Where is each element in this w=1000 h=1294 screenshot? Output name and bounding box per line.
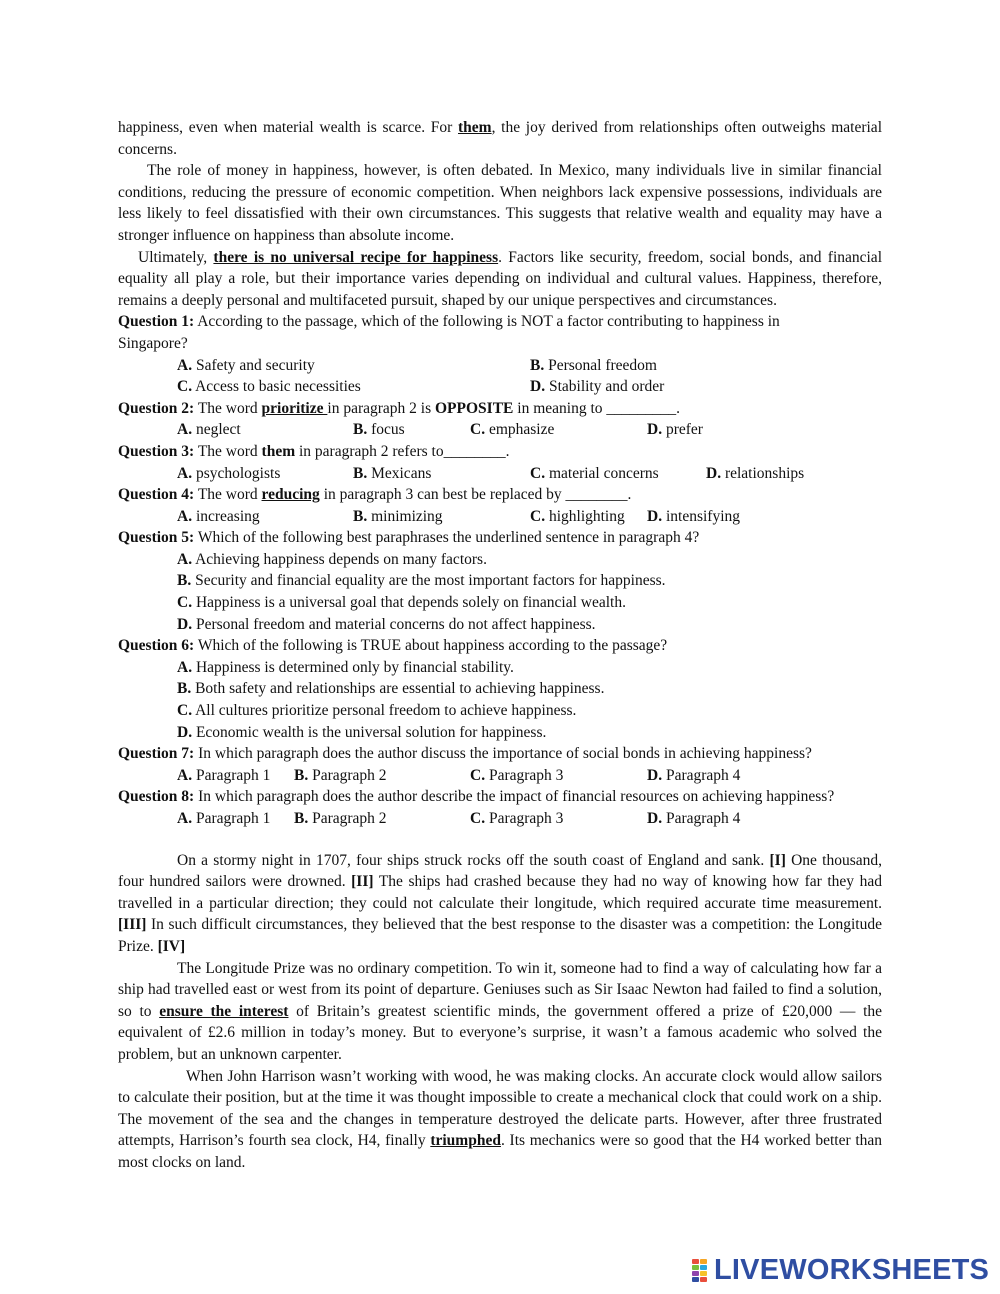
option-b[interactable]: B. focus: [353, 421, 405, 439]
option-b[interactable]: B. Personal freedom: [530, 356, 657, 374]
option-a[interactable]: A. Achieving happiness depends on many factors.: [177, 550, 487, 568]
passage1-paragraph-continued: happiness, even when material wealth is scarce. For them, the joy derived from relationships often outweighs material concerns.: [118, 119, 882, 158]
option-c[interactable]: C. Paragraph 3: [470, 766, 564, 784]
passage2-paragraph-2: The Longitude Prize was no ordinary competition. To win it, someone had to find a way of calculating how far a ship had travelled east or west from its point of departure. Geniuses such as Sir Isaac Newton had failed to find a solution, so to ensure the interest of Britain’s greatest scientific minds, the government offered a prize of £20,000 — the equivalent of £2.6 million in today’s money. But to everyone’s surprise, it wasn’t a famous academic who solved the problem, but an unknown carpenter.: [118, 959, 883, 1063]
question-3: [118, 441, 882, 484]
question-5-stem: Question 5: Which of the following best paraphrases the underlined sentence in paragraph 4?: [118, 529, 700, 547]
option-d[interactable]: D. intensifying: [647, 507, 741, 525]
option-a[interactable]: A. increasing: [177, 507, 260, 525]
question-8: [118, 786, 882, 829]
option-c[interactable]: C. Paragraph 3: [470, 810, 564, 827]
question-3-stem: Question 3: The word them in paragraph 2 refers to________.: [118, 442, 510, 460]
question-1-stem: Question 1: According to the passage, which of the following is NOT a factor contributing to happiness in: [118, 313, 780, 331]
question-8-stem: Question 8: In which paragraph does the author describe the impact of financial resources on achieving happiness?: [118, 788, 835, 806]
option-d[interactable]: D. Personal freedom and material concerns do not affect happiness.: [177, 615, 596, 633]
option-b[interactable]: B. minimizing: [353, 507, 443, 525]
option-d[interactable]: D. relationships: [706, 464, 805, 482]
question-4-options: [118, 506, 882, 528]
question-6-stem: Question 6: Which of the following is TRUE about happiness according to the passage?: [118, 637, 668, 655]
question-1-options-row-2: [118, 376, 882, 398]
option-c[interactable]: C. Access to basic necessities: [177, 378, 361, 396]
question-6: [118, 635, 882, 743]
option-a[interactable]: A. Paragraph 1: [177, 810, 271, 827]
underlined-word-triumphed: triumphed: [430, 1132, 501, 1150]
option-a[interactable]: A. Safety and security: [177, 356, 315, 374]
question-8-options: [118, 808, 882, 830]
option-a[interactable]: A. Paragraph 1: [177, 766, 271, 784]
option-c[interactable]: C. highlighting: [530, 507, 625, 525]
question-2-stem: Question 2: The word prioritize in paragraph 2 is OPPOSITE in meaning to _________.: [118, 399, 681, 417]
question-7-stem: Question 7: In which paragraph does the author discuss the importance of social bonds in achieving happiness?: [118, 745, 812, 763]
position-marker-I: [I]: [769, 851, 786, 869]
question-7: [118, 743, 882, 786]
passage1-paragraph-3: The role of money in happiness, however, is often debated. In Mexico, many individuals live in similar financial conditions, reducing the pressure of economic competition. When neighbors lack expensive possessions, individuals are less likely to feel dissatisfied with their own circumstances. This suggests that relative wealth and equality may have a stronger influence on happiness than absolute income.: [118, 162, 882, 244]
question-2: [118, 398, 882, 441]
question-4: [118, 484, 882, 527]
liveworksheets-logo: [692, 1255, 989, 1285]
passage2-paragraph-1: On a stormy night in 1707, four ships struck rocks off the south coast of England and sank. [I] One thousand, four hundred sailors were drowned. [II] The ships had crashed because they had no way of knowing how far they had travelled in a particular direction; they could not calculate their longitude, which required accurate time measurement. [III] In such difficult circumstances, they believed that the best response to the disaster was a competition: the Longitude Prize. [IV]: [118, 851, 883, 955]
liveworksheets-logo-text: LIVEWORKSHEETS: [714, 1254, 990, 1286]
position-marker-IV: [IV]: [157, 937, 186, 955]
option-b[interactable]: B. Both safety and relationships are essential to achieving happiness.: [177, 680, 605, 698]
option-c[interactable]: C. material concerns: [530, 464, 659, 482]
option-b[interactable]: B. Mexicans: [353, 464, 432, 482]
option-a[interactable]: A. neglect: [177, 421, 241, 439]
passage1-paragraph-4: Ultimately, there is no universal recipe for happiness. Factors like security, freedom, social bonds, and financial equality all play a role, but their importance varies depending on individual and cultural values. Happiness, therefore, remains a deeply personal and multifaceted pursuit, shaped by our unique perspectives and circumstances.: [118, 248, 882, 309]
question-3-options: [118, 463, 882, 485]
position-marker-III: [III]: [118, 916, 147, 934]
option-c[interactable]: C. emphasize: [470, 421, 555, 439]
worksheet-page: [118, 117, 882, 1174]
option-a[interactable]: A. Happiness is determined only by financial stability.: [177, 658, 514, 676]
question-7-options: [118, 765, 882, 787]
option-a[interactable]: A. psychologists: [177, 464, 281, 482]
question-4-stem: Question 4: The word reducing in paragraph 3 can best be replaced by ________.: [118, 486, 632, 504]
underlined-phrase-ensure-the-interest: ensure the interest: [159, 1002, 289, 1020]
question-1-options-row-1: [118, 355, 882, 377]
section-gap: [118, 830, 882, 850]
option-b[interactable]: B. Paragraph 2: [294, 766, 387, 784]
passage2-paragraph-3: When John Harrison wasn’t working with wood, he was making clocks. An accurate clock would allow sailors to calculate their position, but at the time it was thought impossible to create a mechanical clock that could work on a ship. The movement of the sea and the changes in temperature destroyed the delicate parts. However, after three frustrated attempts, Harrison’s fourth sea clock, H4, finally triumphed. Its mechanics were so good that the H4 worked better than most clocks on land.: [118, 1067, 883, 1171]
option-b[interactable]: B. Security and financial equality are the most important factors for happiness.: [177, 572, 666, 590]
option-c[interactable]: C. Happiness is a universal goal that depends solely on financial wealth.: [177, 594, 626, 612]
underlined-word-them: them: [458, 119, 492, 136]
option-c[interactable]: C. All cultures prioritize personal freedom to achieve happiness.: [177, 702, 577, 720]
underlined-sentence: there is no universal recipe for happiness: [213, 248, 499, 266]
option-d[interactable]: D. Economic wealth is the universal solution for happiness.: [177, 723, 547, 741]
option-d[interactable]: D. Paragraph 4: [647, 766, 741, 784]
position-marker-II: [II]: [351, 873, 374, 891]
question-1: Question 1: According to the passage, which of the following is NOT a factor contributing to happiness in Singapore? A. Safety and security B. Personal freedom C. Access to basic necessities D. Stability and order: [118, 311, 882, 397]
option-d[interactable]: D. Stability and order: [530, 378, 665, 396]
option-d[interactable]: D. prefer: [647, 421, 703, 439]
option-b[interactable]: B. Paragraph 2: [294, 810, 387, 827]
question-2-options: [118, 419, 882, 441]
option-d[interactable]: D. Paragraph 4: [647, 810, 741, 827]
liveworksheets-logo-icon: [692, 1257, 710, 1283]
question-5: [118, 527, 882, 635]
